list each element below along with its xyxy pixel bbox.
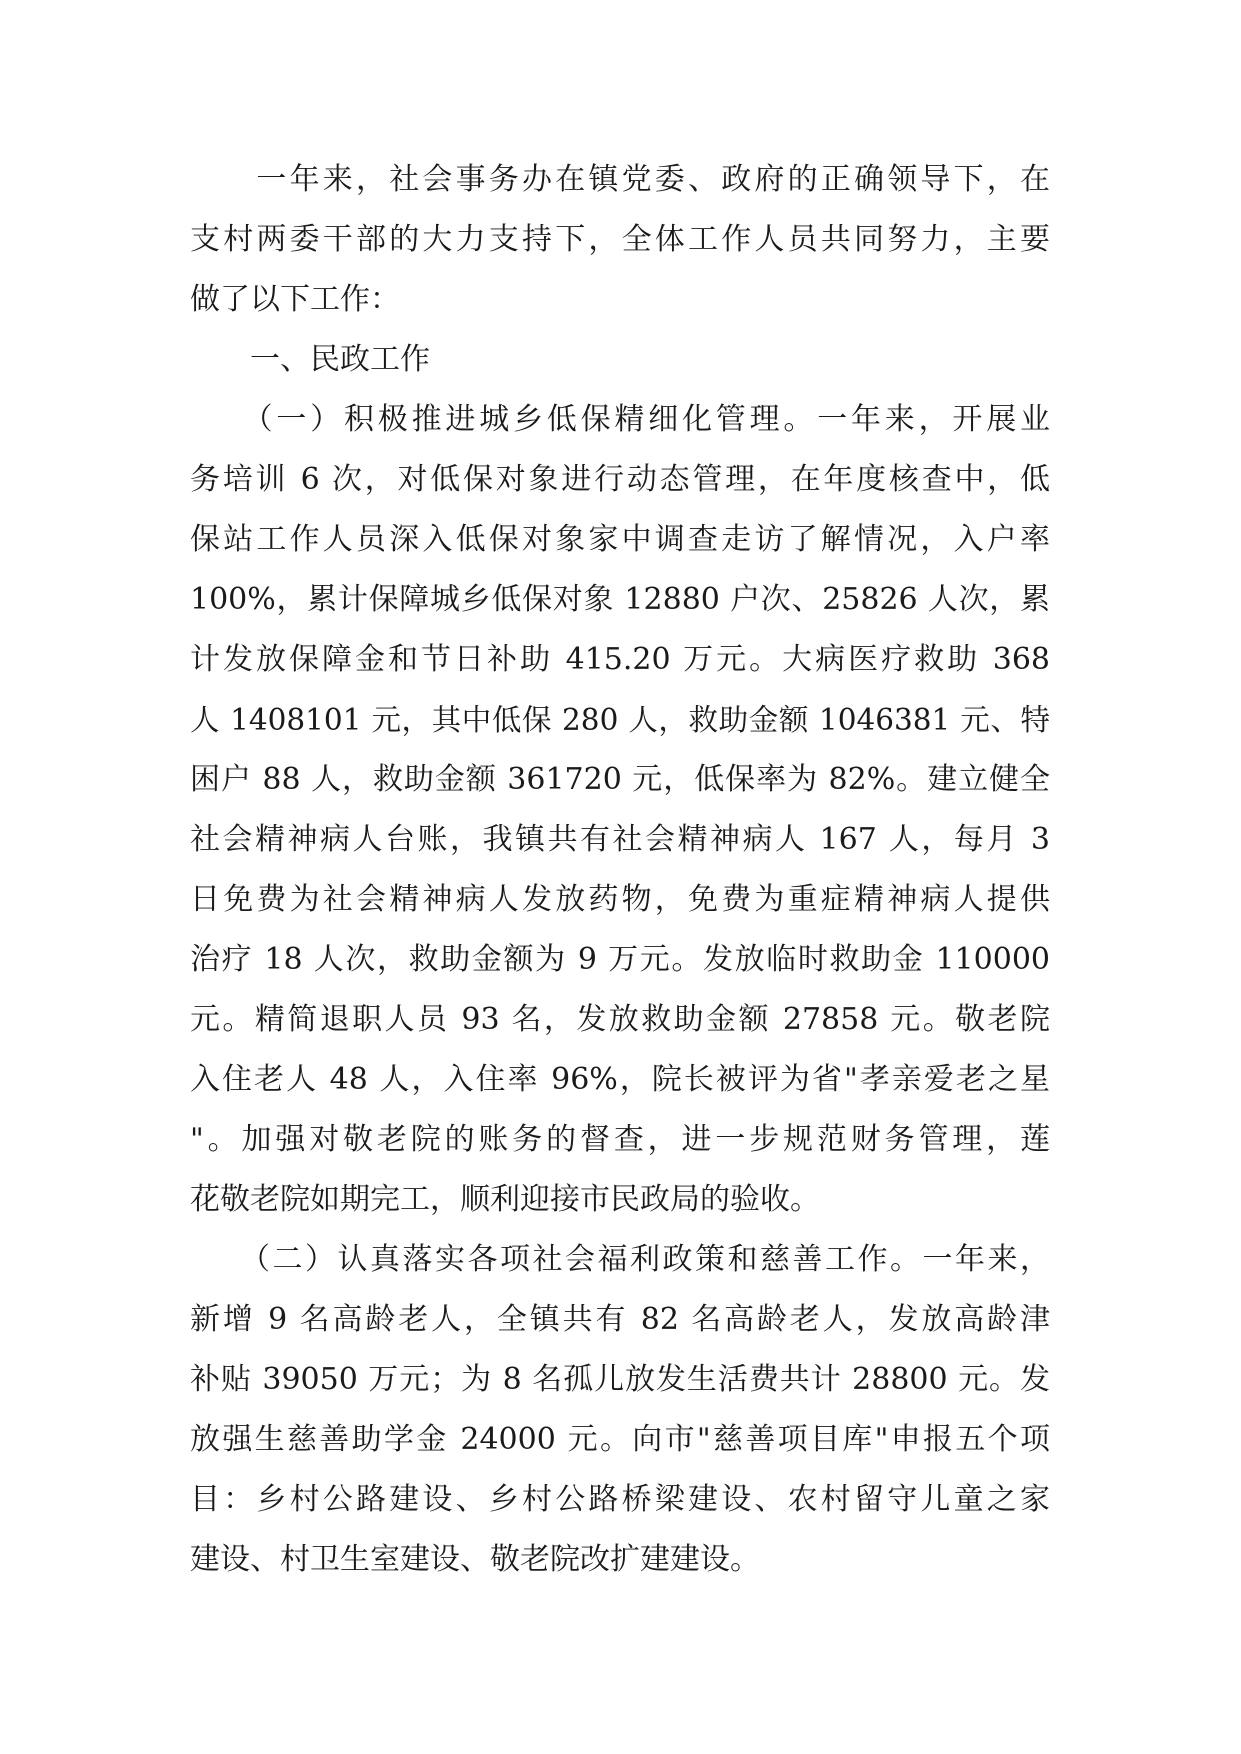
para2-line-3: 补贴 39050 万元；为 8 名孤儿放发生活费共计 28800 元。发 xyxy=(190,1362,1050,1397)
para1-line-13: "。加强对敬老院的账务的督查，进一步规范财务管理，莲 xyxy=(190,1122,1050,1157)
intro-line-3: 做了以下工作： xyxy=(190,282,400,317)
para1-line-12: 入住老人 48 人，入住率 96%，院长被评为省"孝亲爱老之星 xyxy=(190,1062,1050,1097)
para1-line-8: 社会精神病人台账，我镇共有社会精神病人 167 人，每月 3 xyxy=(190,822,1050,857)
para2-line-5: 目：乡村公路建设、乡村公路桥梁建设、农村留守儿童之家 xyxy=(190,1482,1050,1517)
para1-line-9: 日免费为社会精神病人发放药物，免费为重症精神病人提供 xyxy=(190,882,1050,917)
para1-line-1: （一）积极推进城乡低保精细化管理。一年来，开展业 xyxy=(190,402,1050,437)
para2-line-1: （二）认真落实各项社会福利政策和慈善工作。一年来， xyxy=(190,1242,1050,1277)
para1-line-4: 100%，累计保障城乡低保对象 12880 户次、25826 人次，累 xyxy=(190,582,1050,617)
intro-line-1: 一年来，社会事务办在镇党委、政府的正确领导下，在 xyxy=(190,162,1050,197)
para2-line-2: 新增 9 名高龄老人，全镇共有 82 名高龄老人，发放高龄津 xyxy=(190,1302,1050,1337)
para1-line-5: 计发放保障金和节日补助 415.20 万元。大病医疗救助 368 xyxy=(190,642,1050,677)
para1-line-10: 治疗 18 人次，救助金额为 9 万元。发放临时救助金 110000 xyxy=(190,942,1050,977)
para2-line-4: 放强生慈善助学金 24000 元。向市"慈善项目库"申报五个项 xyxy=(190,1422,1050,1457)
para1-line-7: 困户 88 人，救助金额 361720 元，低保率为 82%。建立健全 xyxy=(190,762,1050,797)
para2-line-6: 建设、村卫生室建设、敬老院改扩建建设。 xyxy=(190,1542,760,1577)
para1-line-14: 花敬老院如期完工，顺利迎接市民政局的验收。 xyxy=(190,1182,820,1217)
para1-line-11: 元。精简退职人员 93 名，发放救助金额 27858 元。敬老院 xyxy=(190,1002,1050,1037)
para1-line-6: 人 1408101 元，其中低保 280 人，救助金额 1046381 元、特 xyxy=(190,703,1050,737)
intro-line-2: 支村两委干部的大力支持下，全体工作人员共同努力，主要 xyxy=(190,222,1050,257)
para1-line-2: 务培训 6 次，对低保对象进行动态管理，在年度核查中，低 xyxy=(190,462,1050,497)
para1-line-3: 保站工作人员深入低保对象家中调查走访了解情况，入户率 xyxy=(190,522,1050,557)
section-heading-civil-affairs: 一、民政工作 xyxy=(190,342,430,377)
